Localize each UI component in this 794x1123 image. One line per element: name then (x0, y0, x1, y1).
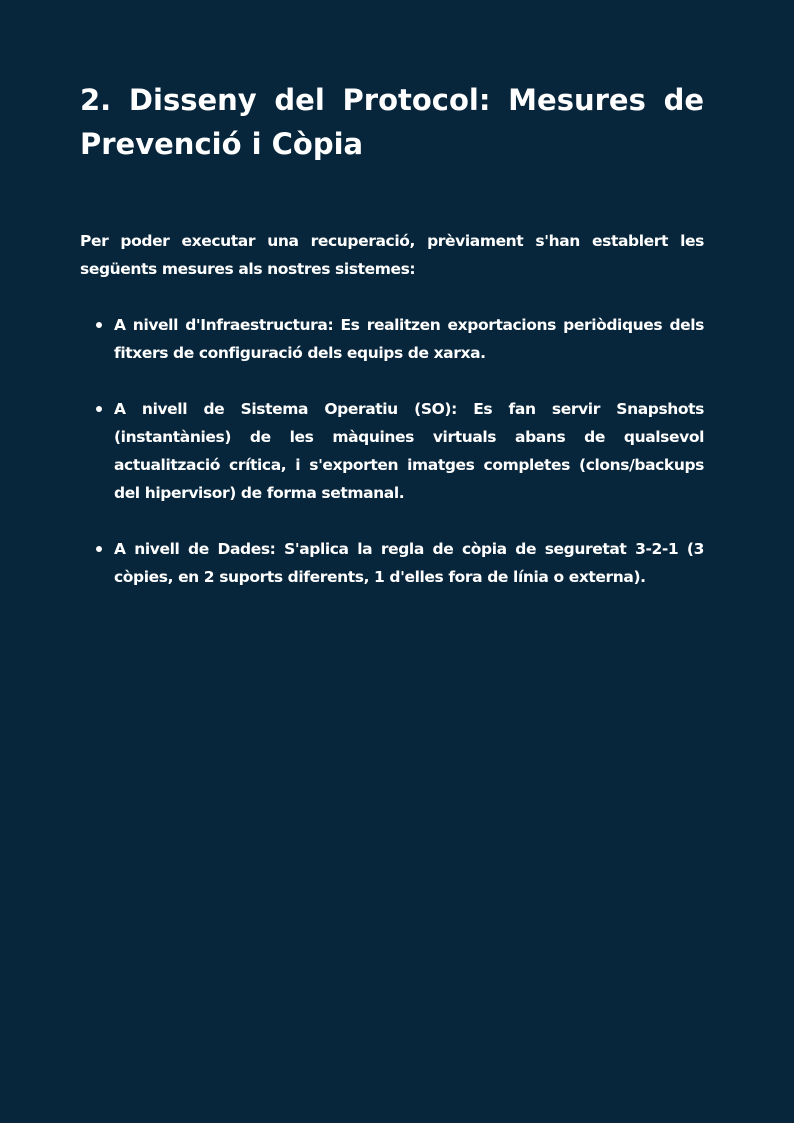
bullet-dot-icon (96, 322, 102, 328)
list-item-text: A nivell d'Infraestructura: Es realitzen exportacions periòdiques dels fitxers de configuració dels equips de xarxa. (114, 316, 704, 362)
list-item-text: A nivell de Sistema Operatiu (SO): Es fan servir Snapshots (instantànies) de les màquines virtuals abans de qualsevol actualització crítica, i s'exporten imatges completes (clons/backups del hipervisor) de forma setmanal. (114, 400, 704, 502)
bullet-dot-icon (96, 546, 102, 552)
bullet-dot-icon (96, 406, 102, 412)
list-item-data (80, 535, 704, 591)
measures-list (80, 311, 704, 619)
intro-paragraph: Per poder executar una recuperació, prèviament s'han establert les següents mesures als nostres sistemes: (80, 232, 704, 278)
list-item-infrastructure (80, 311, 704, 367)
section-title: 2. Disseny del Protocol: Mesures de Prevenció i Còpia (80, 83, 704, 161)
list-item-text: A nivell de Dades: S'aplica la regla de còpia de seguretat 3-2-1 (3 còpies, en 2 suports diferents, 1 d'elles fora de línia o externa). (114, 540, 704, 586)
list-item-operating-system (80, 395, 704, 507)
